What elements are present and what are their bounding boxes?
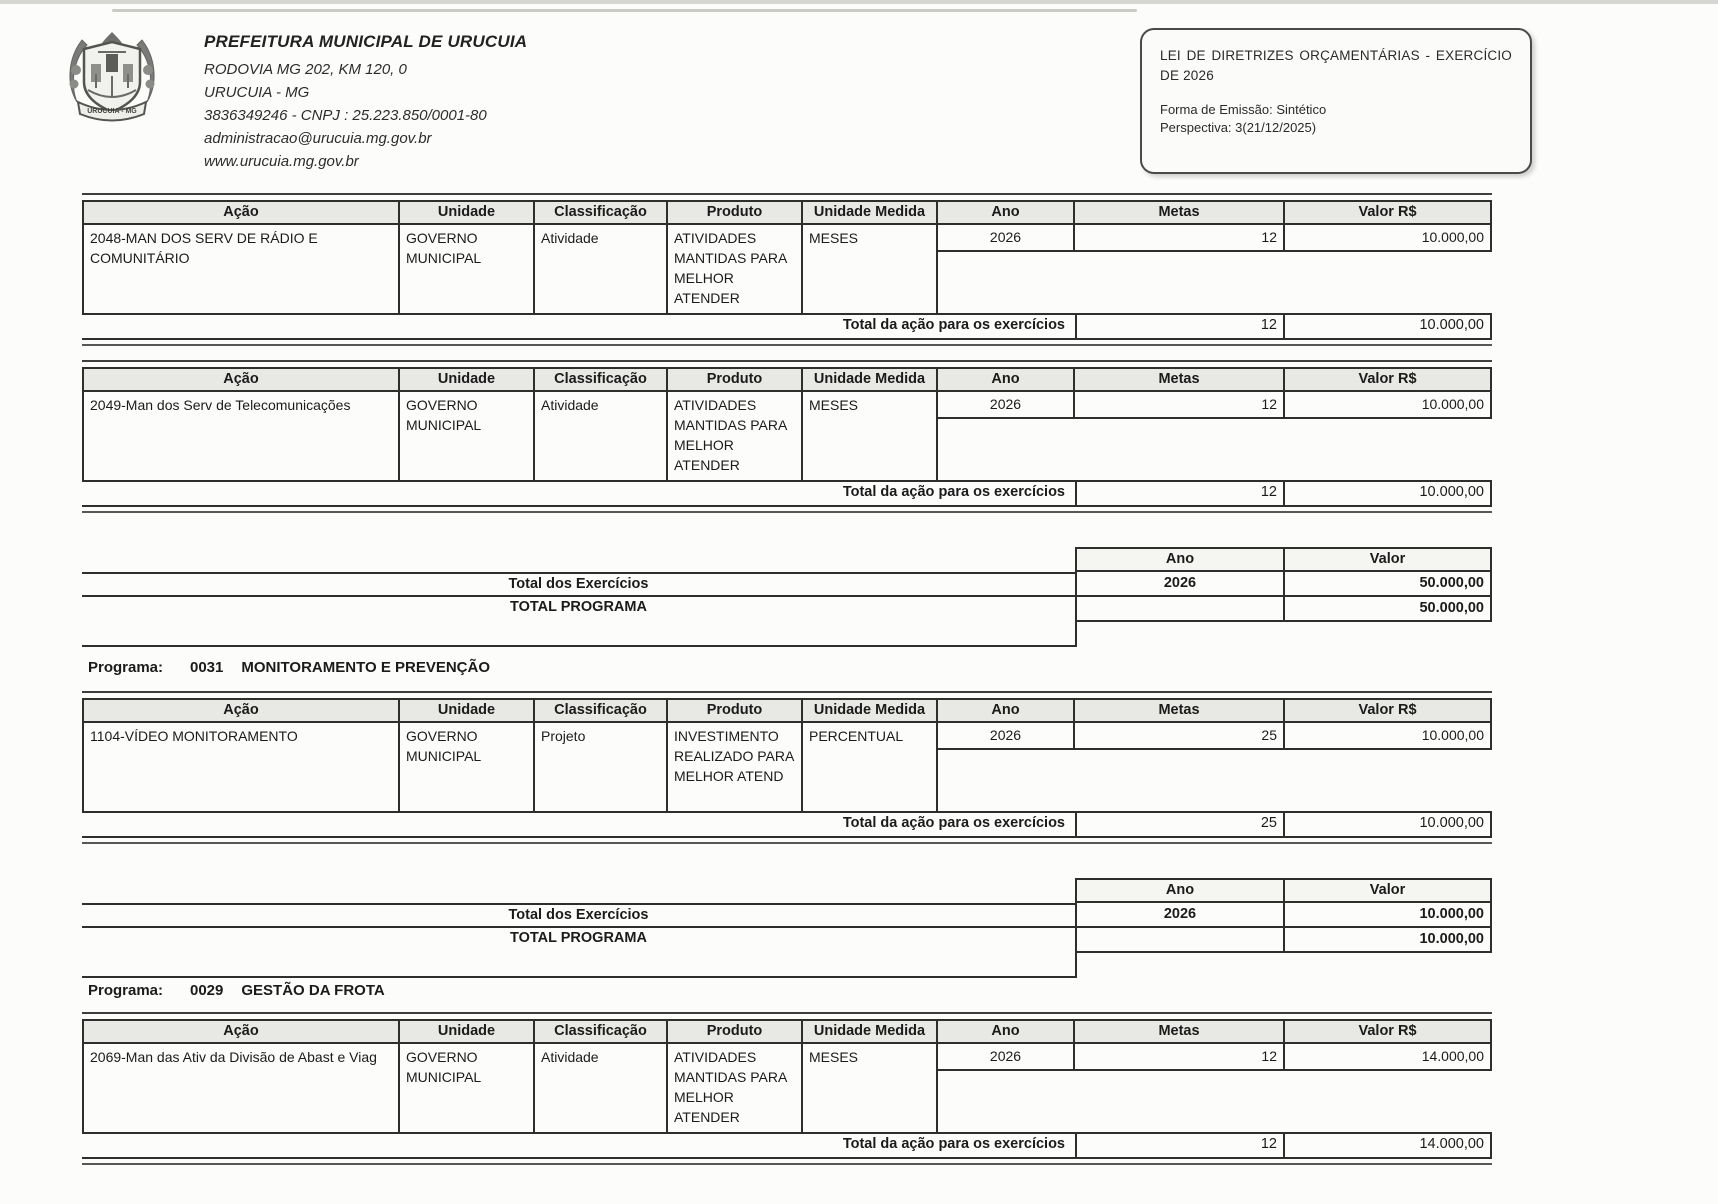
total-metas: 12 <box>1075 482 1285 505</box>
total-metas: 25 <box>1075 813 1285 836</box>
cell-metas: 25 <box>1075 723 1285 748</box>
total-metas: 12 <box>1075 315 1285 338</box>
divider <box>82 1012 1492 1014</box>
cell-ano: 2026 <box>1077 903 1285 926</box>
totals-exercicios-row <box>1077 903 1492 928</box>
table-total-row <box>82 1132 1492 1159</box>
col-header-metas: Metas <box>1075 369 1285 390</box>
totals-values <box>1075 547 1492 647</box>
divider <box>82 1163 1492 1165</box>
totals-programa-row <box>1077 928 1492 953</box>
col-header-unidade-medida: Unidade Medida <box>803 700 938 721</box>
total-valor: 10.000,00 <box>1285 813 1492 836</box>
total-valor: 10.000,00 <box>1285 315 1492 338</box>
col-header-acao: Ação <box>82 1021 400 1042</box>
report-emission: Forma de Emissão: Sintético <box>1160 102 1327 118</box>
total-programa-label: TOTAL PROGRAMA <box>510 599 647 615</box>
col-header-produto: Produto <box>668 369 803 390</box>
totals-labels <box>82 572 1075 647</box>
cell-metas: 12 <box>1075 392 1285 417</box>
table-header-row <box>82 367 1492 392</box>
col-header-unidade-medida: Unidade Medida <box>803 369 938 390</box>
divider <box>82 691 1492 693</box>
cell-unidade: GOVERNO MUNICIPAL <box>400 1044 535 1132</box>
cell-unidade-medida: MESES <box>803 1044 938 1132</box>
divider <box>82 842 1492 844</box>
cell-acao: 2048-MAN DOS SERV DE RÁDIO E COMUNITÁRIO <box>82 225 400 313</box>
table-total-row <box>82 811 1492 838</box>
program-code: 0029 <box>190 982 224 999</box>
program-name: GESTÃO DA FROTA <box>241 982 385 999</box>
report-body <box>82 193 1492 1165</box>
col-header-unidade: Unidade <box>400 1021 535 1042</box>
cell-classificacao: Atividade <box>535 392 668 480</box>
org-email: administracao@urucuia.mg.gov.br <box>204 130 432 147</box>
total-programa-label: TOTAL PROGRAMA <box>510 930 647 946</box>
col-header-produto: Produto <box>668 202 803 223</box>
cell-valor: 10.000,00 <box>1285 225 1492 250</box>
cell-valor: 10.000,00 <box>1285 903 1492 926</box>
table-data-row <box>82 392 1492 480</box>
total-exercicios-label: Total dos Exercícios <box>82 572 1075 597</box>
divider <box>82 622 1075 647</box>
cell-classificacao: Atividade <box>535 1044 668 1132</box>
col-header-produto: Produto <box>668 1021 803 1042</box>
cell-valor: 50.000,00 <box>1285 572 1492 595</box>
table-total-row <box>82 313 1492 340</box>
col-header-valor: Valor R$ <box>1285 700 1492 721</box>
col-header-ano: Ano <box>938 1021 1075 1042</box>
cell-acao: 2049-Man dos Serv de Telecomunicações <box>82 392 400 480</box>
org-city: URUCUIA - MG <box>204 84 310 101</box>
cell-unidade: GOVERNO MUNICIPAL <box>400 225 535 313</box>
total-exercicios-label: Total dos Exercícios <box>82 903 1075 928</box>
col-header-unidade-medida: Unidade Medida <box>803 202 938 223</box>
col-header-valor: Valor R$ <box>1285 202 1492 223</box>
table-total-row <box>82 480 1492 507</box>
cell-ano-empty <box>1077 928 1285 951</box>
cell-ano-empty <box>1077 597 1285 620</box>
year-metrics-subrow <box>938 392 1492 419</box>
cell-ano: 2026 <box>1077 572 1285 595</box>
col-header-unidade: Unidade <box>400 202 535 223</box>
total-valor: 10.000,00 <box>1285 482 1492 505</box>
col-header-ano: Ano <box>1077 549 1285 570</box>
cell-valor: 10.000,00 <box>1285 928 1492 951</box>
col-header-metas: Metas <box>1075 700 1285 721</box>
table-data-row <box>82 723 1492 811</box>
program-heading-0029 <box>82 982 1492 1002</box>
org-website: www.urucuia.mg.gov.br <box>204 153 359 170</box>
col-header-unidade-medida: Unidade Medida <box>803 1021 938 1042</box>
org-header <box>204 32 527 176</box>
program-heading-0031 <box>82 659 1492 679</box>
col-header-acao: Ação <box>82 369 400 390</box>
col-header-valor: Valor R$ <box>1285 1021 1492 1042</box>
totals-labels <box>82 903 1075 978</box>
col-header-valor: Valor <box>1285 549 1492 570</box>
scan-artifact-streak <box>112 9 1137 12</box>
col-header-classificacao: Classificação <box>535 202 668 223</box>
cell-acao: 2069-Man das Ativ da Divisão de Abast e Viag <box>82 1044 400 1132</box>
total-action-label: Total da ação para os exercícios <box>842 815 1065 831</box>
program-label: Programa: <box>88 659 164 676</box>
org-name: PREFEITURA MUNICIPAL DE URUCUIA <box>204 32 528 51</box>
cell-valor: 10.000,00 <box>1285 723 1492 748</box>
action-table-2049 <box>82 360 1492 513</box>
program-name: MONITORAMENTO E PREVENÇÃO <box>241 659 491 676</box>
total-valor: 14.000,00 <box>1285 1134 1492 1157</box>
total-metas: 12 <box>1075 1134 1285 1157</box>
total-action-label: Total da ação para os exercícios <box>842 484 1065 500</box>
col-header-classificacao: Classificação <box>535 369 668 390</box>
action-table-2048 <box>82 193 1492 346</box>
col-header-unidade: Unidade <box>400 700 535 721</box>
total-action-label: Total da ação para os exercícios <box>842 317 1065 333</box>
report-perspective: Perspectiva: 3(21/12/2025) <box>1160 120 1317 136</box>
col-header-classificacao: Classificação <box>535 700 668 721</box>
cell-classificacao: Projeto <box>535 723 668 811</box>
totals-values <box>1075 878 1492 978</box>
col-header-valor: Valor <box>1285 880 1492 901</box>
cell-unidade: GOVERNO MUNICIPAL <box>400 392 535 480</box>
program-label: Programa: <box>88 982 164 999</box>
divider <box>82 344 1492 346</box>
table-header-row <box>82 1019 1492 1044</box>
col-header-unidade: Unidade <box>400 369 535 390</box>
cell-unidade-medida: PERCENTUAL <box>803 723 938 811</box>
year-metrics-subrow <box>938 225 1492 252</box>
col-header-ano: Ano <box>938 369 1075 390</box>
totals-header-row <box>1077 878 1492 903</box>
year-metrics-subrow <box>938 1044 1492 1071</box>
cell-metas: 12 <box>1075 225 1285 250</box>
col-header-ano: Ano <box>938 700 1075 721</box>
totals-exercicios-row <box>1077 572 1492 597</box>
year-metrics-subrow <box>938 723 1492 750</box>
col-header-acao: Ação <box>82 202 400 223</box>
divider <box>82 511 1492 513</box>
cell-produto: ATIVIDADES MANTIDAS PARA MELHOR ATENDER <box>668 392 803 480</box>
cell-classificacao: Atividade <box>535 225 668 313</box>
program-totals-section <box>82 547 1492 647</box>
report-title: LEI DE DIRETRIZES ORÇAMENTÁRIAS - EXERCÍCIO DE 2026 <box>1160 48 1512 83</box>
logo-banner-text: URUCUIA - MG <box>87 108 137 115</box>
cell-unidade-medida: MESES <box>803 392 938 480</box>
cell-ano: 2026 <box>938 723 1075 748</box>
program-code: 0031 <box>190 659 224 676</box>
table-data-row <box>82 225 1492 313</box>
table-header-row <box>82 200 1492 225</box>
cell-produto: ATIVIDADES MANTIDAS PARA MELHOR ATENDER <box>668 1044 803 1132</box>
divider <box>82 953 1075 978</box>
col-header-ano: Ano <box>938 202 1075 223</box>
divider <box>82 360 1492 362</box>
cell-valor: 50.000,00 <box>1285 597 1492 620</box>
col-header-valor: Valor R$ <box>1285 369 1492 390</box>
col-header-ano: Ano <box>1077 880 1285 901</box>
cell-ano: 2026 <box>938 225 1075 250</box>
totals-header-row <box>1077 547 1492 572</box>
cell-produto: ATIVIDADES MANTIDAS PARA MELHOR ATENDER <box>668 225 803 313</box>
coat-of-arms-icon <box>60 30 164 126</box>
org-address: RODOVIA MG 202, KM 120, 0 <box>204 61 407 78</box>
col-header-metas: Metas <box>1075 1021 1285 1042</box>
action-table-2069 <box>82 1012 1492 1165</box>
cell-valor: 10.000,00 <box>1285 392 1492 417</box>
report-info-box <box>1140 28 1532 174</box>
action-table-1104 <box>82 691 1492 844</box>
cell-acao: 1104-VÍDEO MONITORAMENTO <box>82 723 400 811</box>
cell-produto: INVESTIMENTO REALIZADO PARA MELHOR ATEND <box>668 723 803 811</box>
col-header-acao: Ação <box>82 700 400 721</box>
cell-unidade-medida: MESES <box>803 225 938 313</box>
cell-ano: 2026 <box>938 392 1075 417</box>
cell-valor: 14.000,00 <box>1285 1044 1492 1069</box>
org-phone-cnpj: 3836349246 - CNPJ : 25.223.850/0001-80 <box>204 107 487 124</box>
table-data-row <box>82 1044 1492 1132</box>
col-header-metas: Metas <box>1075 202 1285 223</box>
total-action-label: Total da ação para os exercícios <box>842 1136 1065 1152</box>
cell-ano: 2026 <box>938 1044 1075 1069</box>
col-header-classificacao: Classificação <box>535 1021 668 1042</box>
program-totals-section <box>82 878 1492 978</box>
cell-unidade: GOVERNO MUNICIPAL <box>400 723 535 811</box>
col-header-produto: Produto <box>668 700 803 721</box>
cell-metas: 12 <box>1075 1044 1285 1069</box>
divider <box>82 193 1492 195</box>
totals-programa-row <box>1077 597 1492 622</box>
scan-artifact-top <box>0 0 1718 4</box>
table-header-row <box>82 698 1492 723</box>
